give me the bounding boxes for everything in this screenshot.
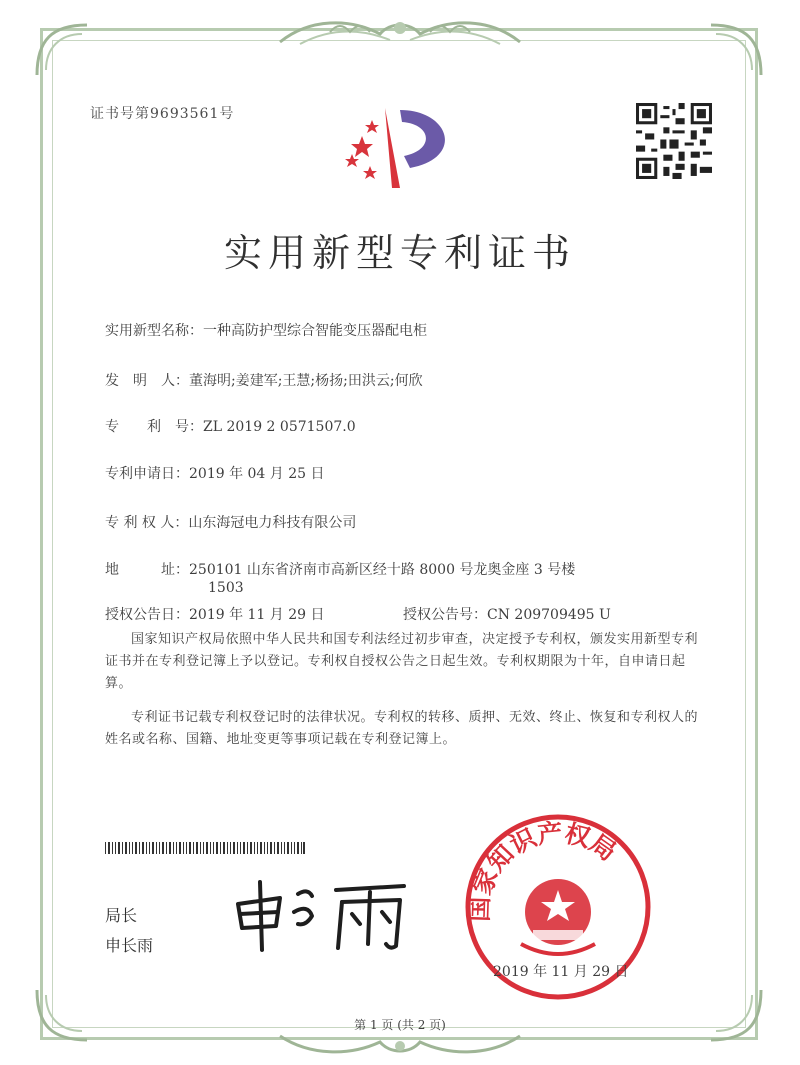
address-value: 250101 山东省济南市高新区经十路 8000 号龙奥金座 3 号楼: [189, 562, 576, 578]
top-ornament-icon: [270, 14, 530, 50]
seal-text: 国家知识产权局: [464, 817, 622, 923]
address-row: [105, 559, 575, 579]
utility-model-name-label: 实用新型名称：: [105, 323, 203, 339]
patent-number-value: ZL 2019 2 0571507.0: [203, 419, 356, 435]
utility-model-name-value: 一种高防护型综合智能变压器配电柜: [203, 323, 427, 339]
corner-ornament-icon: [32, 20, 92, 80]
filing-date-label: 专利申请日：: [105, 466, 189, 482]
grant-date-label: 授权公告日：: [105, 607, 189, 623]
corner-ornament-icon: [706, 20, 766, 80]
corner-ornament-icon: [706, 985, 766, 1045]
certificate-number-suffix: 号: [219, 106, 235, 122]
barcode-icon: [105, 842, 305, 854]
patent-holder-value: 山东海冠电力科技有限公司: [188, 515, 357, 531]
grant-date-row: [105, 604, 325, 624]
inventor-row: [105, 370, 423, 390]
patent-number-label: 专 利 号：: [105, 419, 203, 435]
filing-date-row: [105, 463, 325, 483]
page-number: 第 1 页 (共 2 页): [354, 1018, 446, 1032]
patent-holder-label: 专 利 权 人：: [105, 515, 189, 531]
legal-status-paragraph: 专利证书记载专利权登记时的法律状况。专利权的转移、质押、无效、终止、恢复和专利权人的姓名或名称、国籍、地址变更等事项记载在专利登记簿上。: [105, 710, 699, 747]
grant-statement-paragraph: 国家知识产权局依照中华人民共和国专利法经过初步审查，决定授予专利权，颁发实用新型专利证书并在专利登记簿上予以登记。专利权自授权公告之日起生效。专利权期限为十年，自申请日起算。: [105, 632, 699, 691]
grant-date-value: 2019 年 11 月 29 日: [189, 607, 325, 623]
address-label: 地 址：: [105, 562, 189, 578]
bottom-ornament-icon: [270, 1030, 530, 1060]
inventor-value: 董海明;姜建军;王慧;杨扬;田洪云;何欣: [189, 373, 423, 389]
utility-model-name-row: [105, 320, 427, 340]
seal-date: 2019 年 11 月 29 日: [493, 964, 629, 980]
patent-number-row: [105, 416, 356, 436]
address-value-continued: 1503: [208, 580, 244, 596]
corner-ornament-icon: [32, 985, 92, 1045]
director-signature-icon: [232, 872, 412, 952]
certificate-number-label: 证书号第: [90, 106, 150, 122]
grant-number-label: 授权公告号：: [403, 607, 487, 623]
inventor-label: 发 明 人：: [105, 373, 189, 389]
grant-number-value: CN 209709495 U: [487, 607, 611, 623]
director-title: 局长: [105, 906, 138, 925]
qr-code-icon: [636, 103, 712, 179]
director-name: 申长雨: [105, 936, 154, 955]
certificate-title: 实用新型专利证书: [223, 231, 576, 275]
patent-office-logo-icon: [340, 98, 465, 198]
filing-date-value: 2019 年 04 月 25 日: [189, 466, 325, 482]
patent-holder-row: [105, 512, 356, 532]
certificate-number: [90, 103, 234, 123]
grant-number-row: [403, 604, 611, 624]
certificate-number-value: 9693561: [150, 106, 220, 122]
